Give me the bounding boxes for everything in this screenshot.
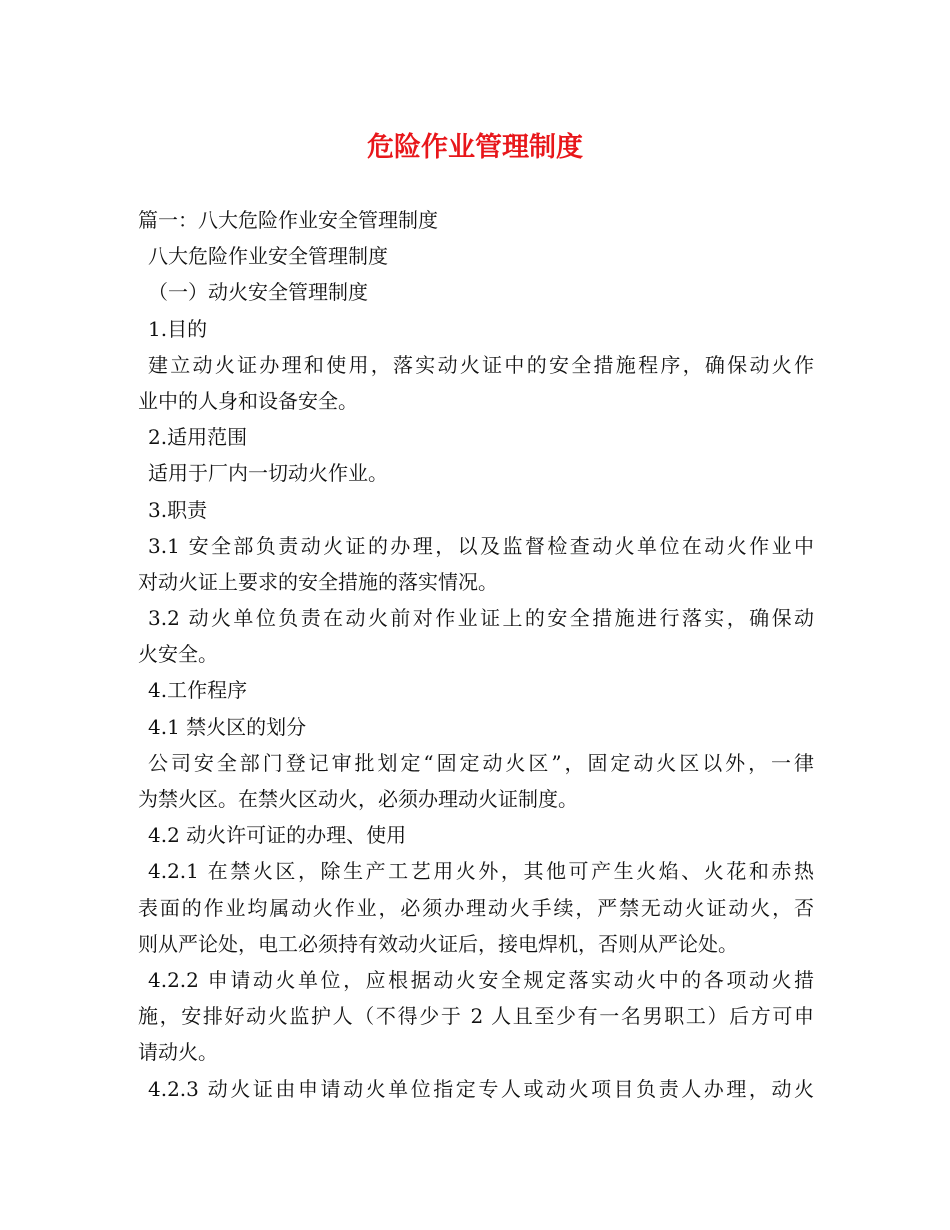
body-line: 4.2.2 申请动火单位，应根据动火安全规定落实动火中的各项动火措: [148, 967, 814, 992]
body-line: 施，安排好动火监护人（不得少于 2 人且至少有一名男职工）后方可申: [138, 1004, 814, 1029]
body-line: 对动火证上要求的安全措施的落实情况。: [138, 569, 498, 594]
body-line: 4.1 禁火区的划分: [148, 714, 307, 739]
body-line: 4.2 动火许可证的办理、使用: [148, 823, 407, 848]
body-line: 适用于厂内一切动火作业。: [148, 461, 388, 486]
body-line: 表面的作业均属动火作业，必须办理动火手续，严禁无动火证动火，否: [138, 895, 814, 920]
body-line: 3.职责: [148, 497, 208, 522]
body-line: 则从严论处，电工必须持有效动火证后，接电焊机，否则从严论处。: [138, 931, 738, 956]
body-line: 建立动火证办理和使用，落实动火证中的安全措施程序，确保动火作: [148, 352, 814, 377]
body-line: 业中的人身和设备安全。: [138, 388, 358, 413]
body-line: 公司安全部门登记审批划定“固定动火区”，固定动火区以外，一律: [148, 750, 814, 775]
body-line: 4.工作程序: [148, 678, 248, 703]
body-line: 八大危险作业安全管理制度: [148, 244, 388, 269]
body-line: 3.1 安全部负责动火证的办理，以及监督检查动火单位在动火作业中: [148, 533, 814, 558]
body-line: 篇一：八大危险作业安全管理制度: [138, 208, 438, 232]
document-title: 危险作业管理制度: [367, 132, 583, 163]
body-line: 4.2.3 动火证由申请动火单位指定专人或动火项目负责人办理，动火: [148, 1076, 814, 1101]
body-line: 为禁火区。在禁火区动火，必须办理动火证制度。: [138, 787, 578, 811]
body-line: 请动火。: [138, 1040, 218, 1065]
body-line: （一）动火安全管理制度: [148, 280, 368, 305]
document-body: [138, 202, 814, 1107]
body-line: 4.2.1 在禁火区，除生产工艺用火外，其他可产生火焰、火花和赤热: [148, 859, 814, 884]
body-line: 3.2 动火单位负责在动火前对作业证上的安全措施进行落实，确保动: [148, 606, 814, 631]
body-line: 2.适用范围: [148, 425, 248, 450]
body-line: 1.目的: [148, 316, 208, 341]
body-line: 火安全。: [138, 642, 218, 667]
